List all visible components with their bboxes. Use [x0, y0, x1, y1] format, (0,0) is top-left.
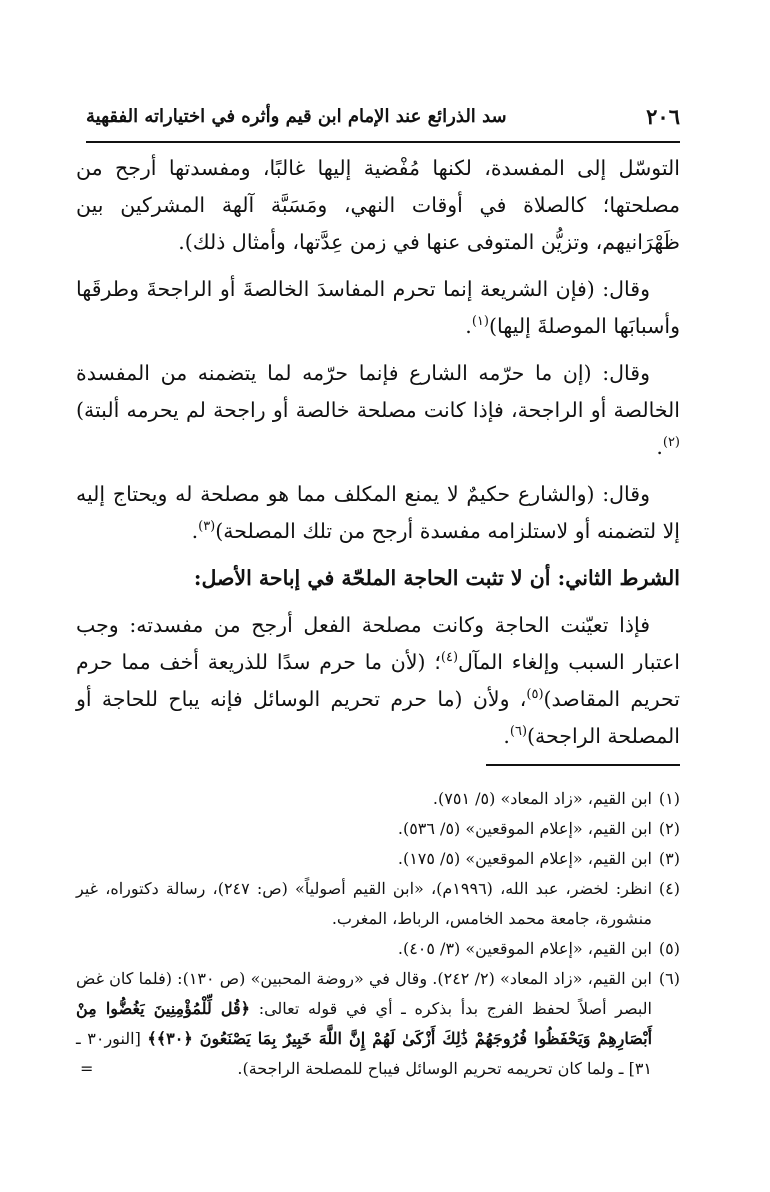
section-heading: الشرط الثاني: أن لا تثبت الحاجة الملحّة في إباحة الأصل: — [193, 566, 680, 590]
footnote-ref[interactable]: (٣) — [198, 519, 216, 535]
main-text — [76, 150, 680, 765]
footnote-ref[interactable]: (٤) — [440, 650, 459, 666]
header-rule — [86, 141, 680, 143]
footnote — [76, 934, 680, 964]
footnote-body: ابن القيم، «زاد المعاد» (٢/ ٢٤٢). وقال في «روضة المحبين» (ص ١٣٠): (فلما كان غض البصر أصلاً لحفظ الفرج بدأ بذكره ـ أي في قوله تعالى: — [76, 969, 652, 1018]
footnote-number: (١) — [658, 789, 680, 808]
footnote-ref[interactable]: (٦) — [509, 724, 528, 740]
page-number: ٢٠٦ — [646, 103, 680, 129]
paragraph-text: ، ولأن (ما حرم تحريم الوسائل فإنه يباح للحاجة أو المصلحة الراجحة) — [76, 687, 680, 748]
footnote — [76, 844, 680, 874]
paragraph-text: التوسّل إلى المفسدة، لكنها مُفْضية إليها غالبًا، ومفسدتها أرجح من مصلحتها؛ كالصلاة في أوقات النهي، ومَسَبَّة آلهة المشركين بين ظَهْرَانيهم، وتزيُّن المتوفى عنها في زمن عِدَّتها، وأمثال ذلك). — [76, 156, 680, 254]
footnote-number: (٣) — [658, 849, 680, 868]
paragraph: وقال: (والشارع حكيمٌ لا يمنع المكلف مما هو مصلحة له ويحتاج إليه إلا لتضمنه أو لاستلزامه مفسدة أرجح من تلك المصلحة)$^{(٣)}$. — [76, 482, 680, 543]
footnote-text: ابن القيم، «إعلام الموقعين» (٥/ ٥٣٦). — [397, 819, 652, 838]
paragraph-text: وقال: (فإن الشريعة إنما تحرم المفاسدَ الخالصةَ أو الراجحةَ وطرقَها وأسبابَها الموصلةَ إليها) — [76, 277, 680, 338]
footnotes — [76, 784, 680, 1084]
footnote — [76, 784, 680, 814]
paragraph-text: . — [503, 724, 510, 748]
footnote-number: (٤) — [658, 879, 680, 898]
footnote-text: ابن القيم، «إعلام الموقعين» (٥/ ١٧٥). — [397, 849, 652, 868]
footnote-number: (٦) — [658, 969, 680, 988]
quran-verse: ﴿قُل لِّلْمُؤْمِنِينَ يَغُضُّوا مِنْ أَبْصَارِهِمْ وَيَحْفَظُوا فُرُوجَهُمْ ذَٰلِكَ أَزْكَىٰ لَهُمْ إِنَّ اللَّهَ خَبِيرٌ بِمَا يَصْنَعُونَ ﴿٣٠﴾﴾ — [76, 999, 653, 1048]
paragraph — [76, 607, 680, 755]
footnote-ref[interactable]: (٥) — [526, 687, 544, 703]
footnote-ref[interactable]: (١) — [471, 314, 489, 330]
paragraph-text: فإذا تعيّنت الحاجة وكانت مصلحة الفعل أرجح من مفسدته: وجب اعتبار السبب وإلغاء المآل — [76, 613, 680, 674]
paragraph-text: وقال: (إن ما حرّمه الشارع فإنما حرّمه لما يتضمنه من المفسدة الخالصة أو الراجحة، فإذا كانت مصلحة خالصة أو راجحة لم يحرمه ألبتة) — [76, 361, 680, 422]
footnote-number: (٢) — [658, 819, 680, 838]
footnote-ref[interactable]: (٢) — [662, 435, 680, 451]
footnote-text — [76, 964, 652, 1084]
footnote — [76, 814, 680, 844]
footnote — [76, 874, 680, 934]
footnote-number: (٥) — [658, 939, 680, 958]
footnote — [76, 964, 680, 1084]
paragraph: وقال: (إن ما حرّمه الشارع فإنما حرّمه لما يتضمنه من المفسدة الخالصة أو الراجحة، فإذا كانت مصلحة خالصة أو راجحة لم يحرمه ألبتة)$^{(٢)}$. — [76, 361, 680, 459]
paragraph-text: وقال: (والشارع حكيمٌ لا يمنع المكلف مما هو مصلحة له ويحتاج إليه إلا لتضمنه أو لاستلزامه مفسدة أرجح من تلك المصلحة) — [76, 482, 680, 543]
footnote-text: انظر: لخضر، عبد الله، (١٩٩٦م)، «ابن القيم أصولياً» (ص: ٢٤٧)، رسالة دكتوراه، غير منشورة، جامعة محمد الخامس، الرباط، المغرب. — [76, 879, 653, 928]
paragraph-text: ؛ (لأن ما حرم سدًا للذريعة أخف مما حرم تحريم المقاصد) — [76, 650, 680, 711]
paragraph: وقال: (فإن الشريعة إنما تحرم المفاسدَ الخالصةَ أو الراجحةَ وطرقَها وأسبابَها الموصلةَ إليها)$^{(١)}$. — [76, 277, 680, 338]
paragraph — [76, 150, 680, 261]
footnote-text: ابن القيم، «زاد المعاد» (٥/ ٧٥١). — [432, 789, 652, 808]
footnote-text: ابن القيم، «إعلام الموقعين» (٣/ ٤٠٥). — [397, 939, 652, 958]
continuation-mark: = — [80, 1059, 94, 1078]
footnote-tail: [النور٣٠ ـ ٣١] ـ ولما كان تحريمه تحريم الوسائل فيباح للمصلحة الراجحة). — [76, 1029, 652, 1078]
footnote-separator — [486, 764, 680, 766]
page-header — [86, 96, 680, 136]
running-title: سد الذرائع عند الإمام ابن قيم وأثره في اختياراته الفقهية — [86, 105, 507, 127]
